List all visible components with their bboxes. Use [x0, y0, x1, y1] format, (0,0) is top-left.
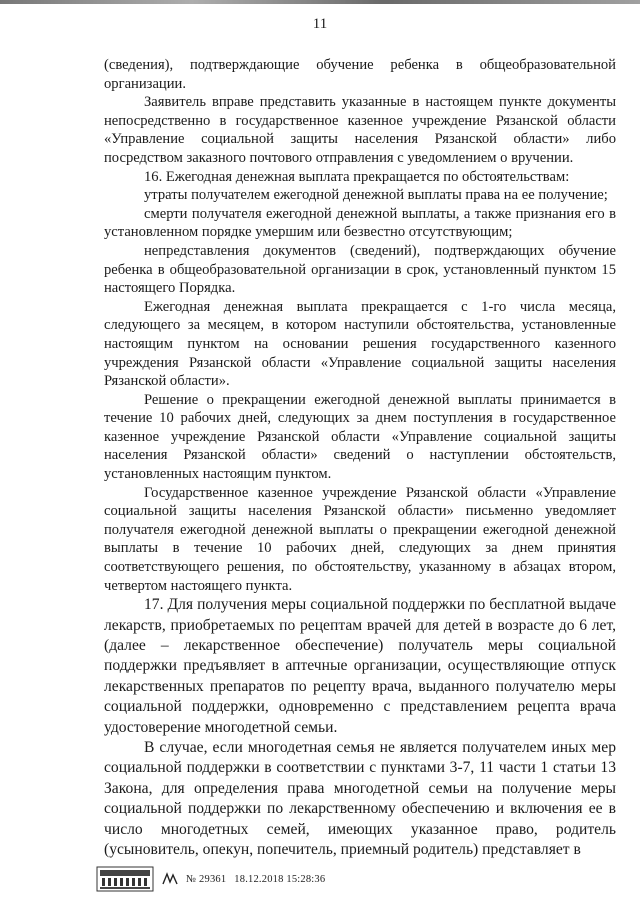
document-number: № 29361: [186, 873, 227, 885]
page-number: 11: [312, 16, 328, 32]
paragraph: 16. Ежегодная денежная выплата прекращается по обстоятельствам:: [144, 168, 570, 185]
paragraph: Ежегодная денежная выплата прекращается с 1-го числа месяца, следующего за месяцем, в котором наступили обстоятельства, установленные настоящим пунктом на основании решения государственного казенного учреждения Рязанской области «Управление социальной защиты населения Рязанской области».: [104, 298, 616, 390]
paragraph: В случае, если многодетная семья не является получателем иных мер социальной поддержки в соответствии с пунктами 3-7, 11 части 1 статьи 13 Закона, для определения права многодетной семьи на получение меры социальной поддержки по лекарственному обеспечению и включения ее в число многодетных семей, имеющих указанное право, родитель (усыновитель, опекун, попечитель, приемный родитель) представляет в: [104, 739, 616, 859]
paragraph: Государственное казенное учреждение Рязанской области «Управление социальной защиты населения Рязанской области» письменно уведомляет получателя ежегодной денежной выплаты о прекращении ежегодной денежной выплаты в течение 10 рабочих дней, следующих за днем принятия соответствующего решения, по обстоятельству, указанному в абзацах втором, четвертом настоящего пункта.: [104, 484, 616, 594]
document-body: [104, 56, 616, 861]
registration-footer: [96, 866, 325, 892]
paragraph: 17. Для получения меры социальной поддержки по бесплатной выдаче лекарств, приобретаемых по рецептам врачей для детей в возрасте до 6 лет, (далее – лекарственное обеспечение) получатель меры социальной поддержки предъявляет в аптечные организации, осуществляющие отпуск лекарственных препаратов по рецепту врача, выданного получателю меры социальной поддержки, одновременно с представлением рецепта врача удостоверение многодетной семьи.: [104, 596, 616, 736]
paragraph: непредставления документов (сведений), подтверждающих обучение ребенка в общеобразовательной организации в срок, установленный пунктом 15 настоящего Порядка.: [104, 242, 616, 297]
document-timestamp: 18.12.2018 15:28:36: [234, 873, 326, 885]
building-stamp-icon: [96, 866, 154, 892]
paragraph: Решение о прекращении ежегодной денежной выплаты принимается в течение 10 рабочих дней, следующих за днем поступления в государственное казенное учреждение Рязанской области «Управление социальной защиты населения Рязанской области» сведений о наступлении обстоятельств, установленных настоящим пунктом.: [104, 391, 616, 483]
signature-mark-icon: [162, 872, 178, 886]
paragraph: (сведения), подтверждающие обучение ребенка в общеобразовательной организации.: [104, 57, 616, 92]
paragraph: смерти получателя ежегодной денежной выплаты, а также признания его в установленном порядке умершим или безвестно отсутствующим;: [104, 205, 616, 241]
scan-edge-line: [0, 0, 640, 4]
paragraph: Заявитель вправе представить указанные в настоящем пункте документы непосредственно в государственное казенное учреждение Рязанской области «Управление социальной защиты населения Рязанской области» либо посредством заказного почтового отправления с уведомлением о вручении.: [104, 94, 616, 166]
paragraph: утраты получателем ежегодной денежной выплаты права на ее получение;: [144, 187, 608, 204]
